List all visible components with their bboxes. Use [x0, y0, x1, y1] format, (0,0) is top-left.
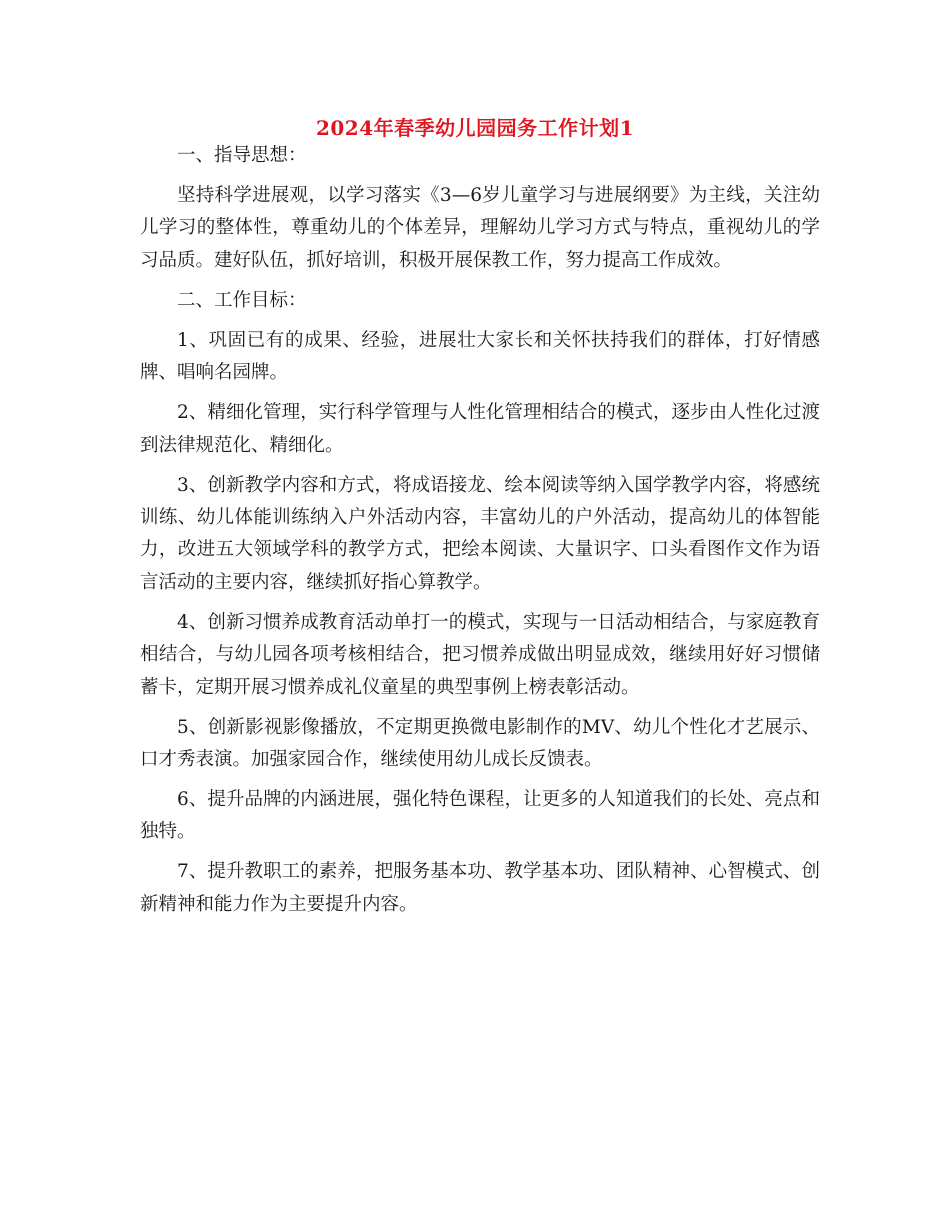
document-title: 2024年春季幼儿园园务工作计划1	[315, 116, 635, 140]
goal-item-4: 4、创新习惯养成教育活动单打一的模式，实现与一日活动相结合，与家庭教育相结合，与幼儿园各项考核相结合，把习惯养成做出明显成效，继续用好好习惯储蓄卡，定期开展习惯养成礼仪童星的典型事例上榜表彰活动。	[140, 611, 820, 698]
goal-item-6: 6、提升品牌的内涵进展，强化特色课程，让更多的人知道我们的长处、亮点和独特。	[140, 789, 820, 843]
paragraph-guiding-thought: 坚持科学进展观，以学习落实《3—6岁儿童学习与进展纲要》为主线，关注幼儿学习的整体性，尊重幼儿的个体差异，理解幼儿学习方式与特点，重视幼儿的学习品质。建好队伍，抓好培训，积极开展保教工作，努力提高工作成效。	[140, 185, 820, 271]
goal-item-5: 5、创新影视影像播放，不定期更换微电影制作的MV、幼儿个性化才艺展示、口才秀表演。加强家园合作，继续使用幼儿成长反馈表。	[140, 716, 820, 771]
goal-item-7: 7、提升教职工的素养，把服务基本功、教学基本功、团队精神、心智模式、创新精神和能力作为主要提升内容。	[140, 861, 820, 915]
goal-item-3: 3、创新教学内容和方式，将成语接龙、绘本阅读等纳入国学教学内容，将感统训练、幼儿体能训练纳入户外活动内容，丰富幼儿的户外活动，提高幼儿的体智能力，改进五大领域学科的教学方式，把绘本阅读、大量识字、口头看图作文作为语言活动的主要内容，继续抓好指心算教学。	[140, 474, 820, 593]
goal-item-1: 1、巩固已有的成果、经验，进展壮大家长和关怀扶持我们的群体，打好情感牌、唱响名园牌。	[140, 329, 820, 384]
section-heading-guiding-thought: 一、指导思想：	[177, 145, 307, 166]
section-heading-work-goals: 二、工作目标：	[177, 289, 307, 311]
document-body	[140, 140, 820, 929]
goal-item-2: 2、精细化管理，实行科学管理与人性化管理相结合的模式，逐步由人性化过渡到法律规范化、精细化。	[140, 402, 820, 456]
